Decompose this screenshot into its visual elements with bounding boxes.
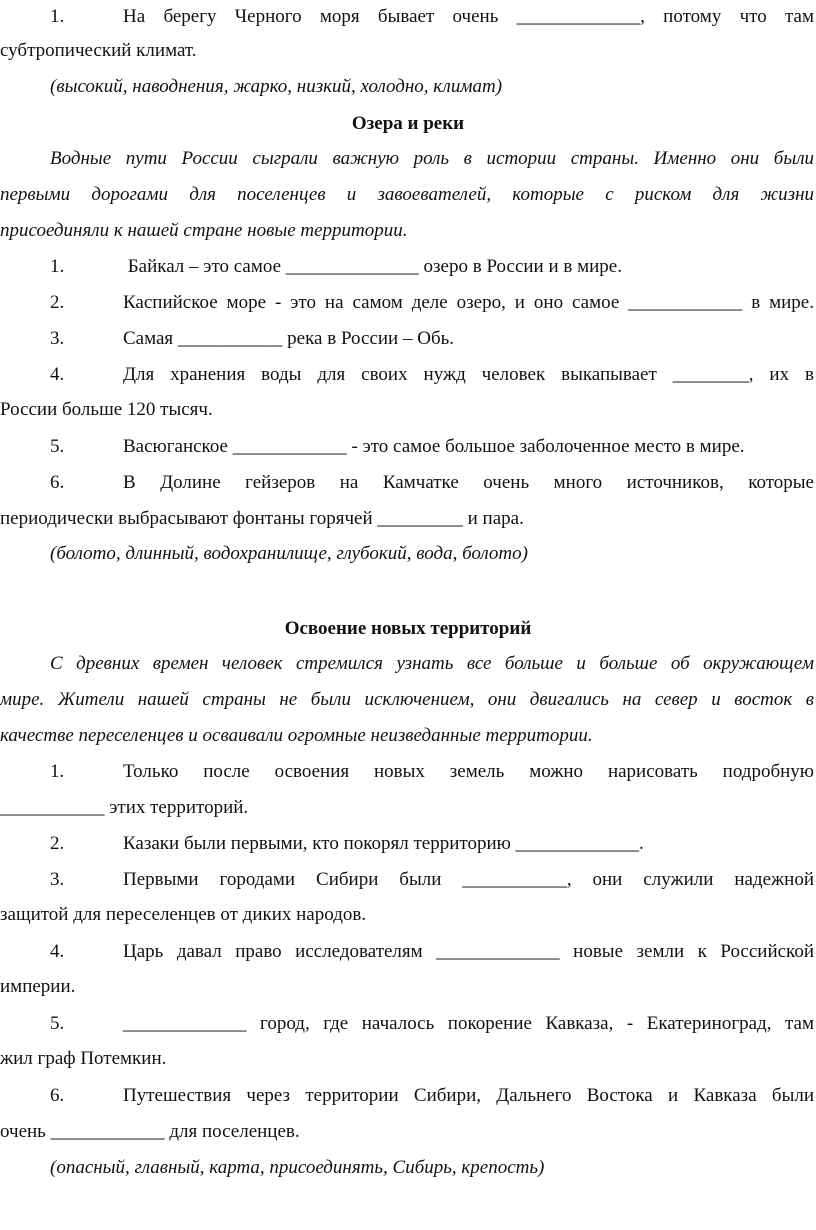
item-number: 5. [50,1013,65,1034]
item-text: На берегу Черного моря бывает очень _____________, потому что там [123,6,814,27]
item-number: 3. [50,328,65,349]
intro-line: присоединяли к нашей стране новые территории. [0,220,408,241]
item-number: 1. [50,761,65,782]
item-text-continued: субтропический климат. [0,40,197,61]
item-text: Самая ___________ река в России – Обь. [123,328,455,349]
word-bank-text: (болото, длинный, водохранилище, глубокий, вода, болото) [50,543,528,564]
item-text-continued: очень ____________ для поселенцев. [0,1121,300,1142]
item-number: 2. [50,833,65,854]
section-title: Освоение новых территорий [284,618,532,639]
item-text: Казаки были первыми, кто покорял территорию _____________. [123,833,644,854]
item-text: Только после освоения новых земель можно нарисовать подробную [123,761,814,782]
item-number: 6. [50,472,65,493]
item-text-continued: периодически выбрасывают фонтаны горячей _________ и пара. [0,508,524,529]
item-number: 1. [50,6,65,27]
item-text-continued: империи. [0,976,76,997]
item-number: 3. [50,869,65,890]
item-text-continued: защитой для переселенцев от диких народов. [0,904,367,925]
intro-line: мире. Жители нашей страны не были исключением, они двигались на север и восток в [0,689,814,710]
section-title: Озера и реки [351,113,465,134]
item-text: Каспийское море - это на самом деле озеро, и оно самое ____________ в мире. [123,292,814,313]
item-text: Первыми городами Сибири были ___________, они служили надежной [123,869,814,890]
intro-line: качестве переселенцев и осваивали огромные неизведанные территории. [0,725,593,746]
item-number: 1. [50,256,65,277]
item-text: _____________ город, где началось покорение Кавказа, - Екатериноград, там [123,1013,814,1034]
item-text: Путешествия через территории Сибири, Дальнего Востока и Кавказа были [123,1085,814,1106]
item-text-continued: России больше 120 тысяч. [0,399,213,420]
item-text: Байкал – это самое ______________ озеро в России и в мире. [123,256,622,277]
intro-line: Водные пути России сыграли важную роль в истории страны. Именно они были [50,148,814,169]
word-bank-text: (высокий, наводнения, жарко, низкий, холодно, климат) [50,76,503,97]
word-bank-text: (опасный, главный, карта, присоединять, Сибирь, крепость) [50,1157,545,1178]
intro-line: С древних времен человек стремился узнать все больше и больше об окружающем [50,653,814,674]
item-number: 4. [50,364,65,385]
item-text: Для хранения воды для своих нужд человек выкапывает ________, их в [123,364,814,385]
item-number: 4. [50,941,65,962]
item-text: Васюганское ____________ - это самое большое заболоченное место в мире. [123,436,745,457]
item-number: 6. [50,1085,65,1106]
item-text-continued: ___________ этих территорий. [0,797,249,818]
item-text: В Долине гейзеров на Камчатке очень много источников, которые [123,472,814,493]
intro-line: первыми дорогами для поселенцев и завоевателей, которые с риском для жизни [0,184,814,205]
item-text-continued: жил граф Потемкин. [0,1048,167,1069]
item-number: 5. [50,436,65,457]
item-text: Царь давал право исследователям _____________ новые земли к Российской [123,941,814,962]
item-number: 2. [50,292,65,313]
